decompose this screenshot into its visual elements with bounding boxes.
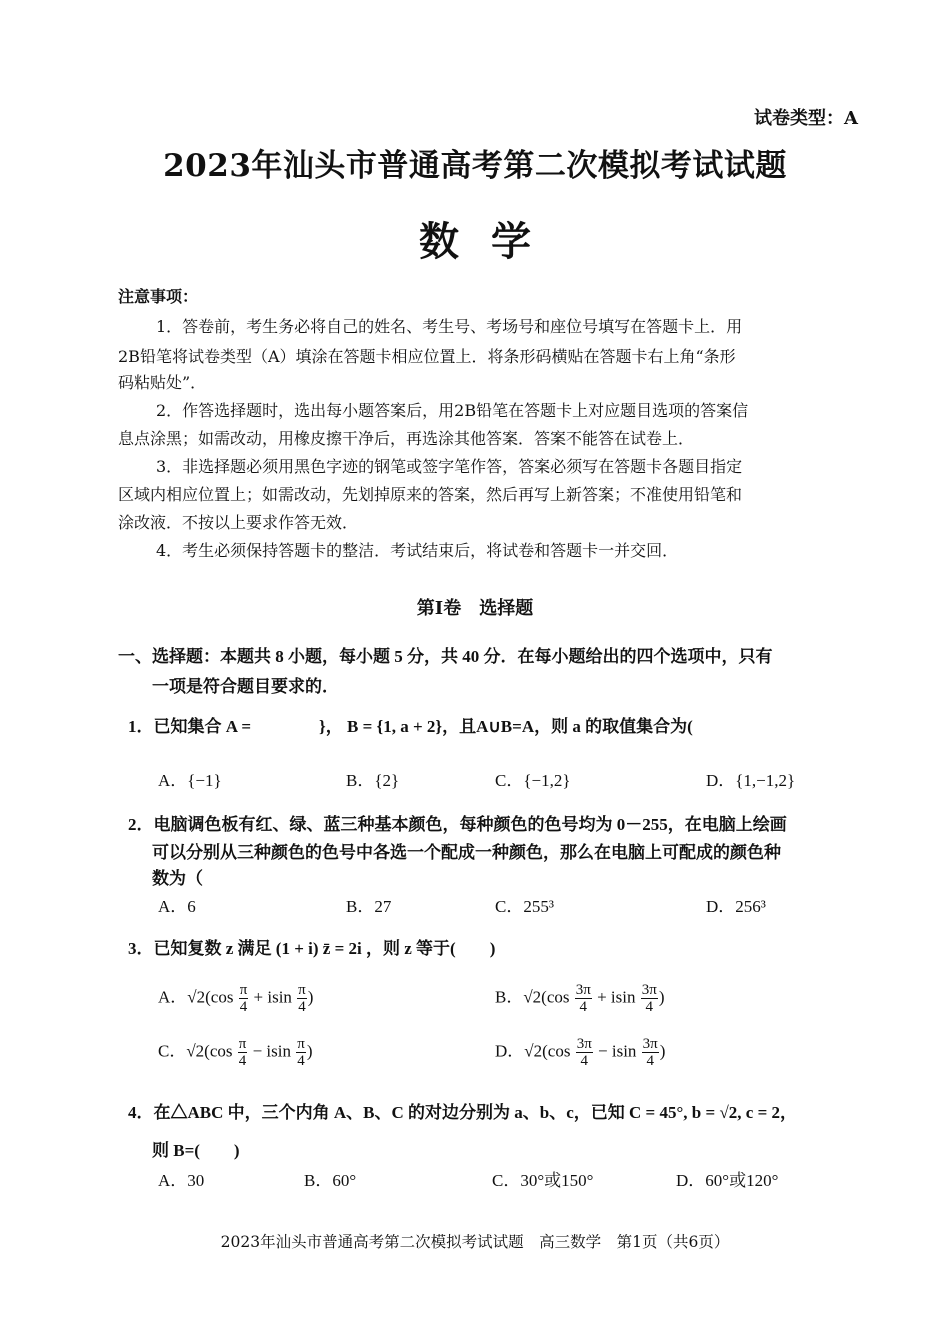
q4-option-a: A．30 [158, 1171, 205, 1190]
fraction [576, 1036, 593, 1069]
denominator: 4 [298, 999, 306, 1015]
math-close: ) [307, 987, 314, 1007]
math-sqrt-cos: √2(cos [524, 1041, 571, 1061]
denominator: 4 [580, 1053, 588, 1069]
notice-line: 2B铅笔将试卷类型（A）填涂在答题卡相应位置上．将条形码横贴在答题卡右上角“条形 [118, 347, 736, 366]
numerator: 3π [642, 1036, 658, 1052]
q1-option-b: B．{2} [346, 771, 400, 790]
fraction [575, 982, 592, 1015]
q1-option-d: D．{1,−1,2} [706, 771, 796, 790]
paper-type-label: 试卷类型：A [754, 108, 858, 129]
option-label: C． [158, 1041, 187, 1061]
question-4-line: 则 B=( ) [152, 1141, 240, 1160]
notice-line: 涂改液．不按以上要求作答无效． [118, 513, 359, 532]
q3-option-d [495, 1036, 665, 1069]
math-isin: + isin [597, 987, 636, 1007]
fraction [238, 1036, 248, 1069]
notice-line: 息点涂黑；如需改动，用橡皮擦干净后，再选涂其他答案．答案不能答在试卷上． [118, 429, 695, 448]
numerator: π [238, 1036, 247, 1052]
section-instruction: 一项是符合题目要求的． [152, 677, 339, 696]
question-3-stem: 3．已知复数 z 满足 (1 + i) z̄ = 2i ，则 z 等于( ) [128, 939, 496, 958]
page-footer: 2023年汕头市普通高考第二次模拟考试试题 高三数学 第1页（共6页） [220, 1233, 730, 1251]
fraction [641, 982, 658, 1015]
math-isin: − isin [598, 1041, 637, 1061]
numerator: π [297, 1036, 305, 1052]
notice-line: 3．非选择题必须用黑色字迹的钢笔或签字笔作答，答案必须写在答题卡各题目指定 [156, 457, 743, 476]
part-heading: 第Ⅰ卷 选择题 [416, 598, 534, 619]
question-2-line: 可以分别从三种颜色的色号中各选一个配成一种颜色，那么在电脑上可配成的颜色种 [152, 843, 781, 862]
question-4-line: 4．在△ABC 中，三个内角 A、B、C 的对边分别为 a、b、c，已知 C = 45°, b = √2, c = 2， [128, 1103, 798, 1122]
q1-option-a: A．{−1} [158, 771, 222, 790]
q4-option-c: C．30°或150° [492, 1171, 594, 1190]
q4-option-b: B．60° [304, 1171, 357, 1190]
q2-option-b: B．27 [346, 897, 392, 916]
option-label: B． [495, 987, 524, 1007]
q2-option-a: A．6 [158, 897, 196, 916]
math-close: ) [306, 1041, 313, 1061]
notice-line: 2．作答选择题时，选出每小题答案后，用2B铅笔在答题卡上对应题目选项的答案信 [156, 401, 749, 420]
numerator: π [298, 982, 306, 998]
denominator: 4 [239, 999, 248, 1015]
numerator: 3π [641, 982, 657, 998]
exam-title: 2023年汕头市普通高考第二次模拟考试试题 [163, 148, 787, 184]
fraction [642, 1036, 659, 1069]
q3-option-b [495, 982, 664, 1015]
notice-line: 码粘贴处”． [118, 373, 207, 392]
option-label: A． [158, 987, 188, 1007]
math-isin: + isin [253, 987, 292, 1007]
denominator: 4 [646, 1053, 654, 1069]
section-instruction: 一、选择题：本题共 8 小题，每小题 5 分，共 40 分．在每小题给出的四个选项中，只有 [118, 647, 773, 666]
q4-option-d: D．60°或120° [676, 1171, 779, 1190]
math-isin: − isin [252, 1041, 291, 1061]
fraction [239, 982, 249, 1015]
denominator: 4 [238, 1053, 247, 1069]
math-sqrt-cos: √2(cos [523, 987, 570, 1007]
math-sqrt-cos: √2(cos [187, 987, 234, 1007]
notice-line: 1．答卷前，考生务必将自己的姓名、考生号、考场号和座位号填写在答题卡上．用 [156, 317, 743, 336]
math-close: ) [658, 987, 665, 1007]
q2-option-d: D．256³ [706, 897, 766, 916]
numerator: π [239, 982, 248, 998]
denominator: 4 [297, 1053, 305, 1069]
fraction [297, 982, 307, 1015]
math-close: ) [659, 1041, 666, 1061]
notice-line: 4．考生必须保持答题卡的整洁．考试结束后，将试卷和答题卡一并交回． [156, 541, 679, 560]
notice-heading: 注意事项： [118, 287, 199, 306]
question-2-line: 2．电脑调色板有红、绿、蓝三种基本颜色，每种颜色的色号均为 0－255，在电脑上绘画 [128, 815, 787, 834]
math-sqrt-cos: √2(cos [186, 1041, 233, 1061]
subject-title: 数学 [419, 218, 563, 265]
fraction [296, 1036, 306, 1069]
option-label: D． [495, 1041, 525, 1061]
q2-option-c: C．255³ [495, 897, 554, 916]
question-2-line: 数为（ [152, 869, 203, 888]
q1-option-c: C．{−1,2} [495, 771, 571, 790]
numerator: 3π [576, 1036, 592, 1052]
denominator: 4 [579, 999, 588, 1015]
q3-option-c [158, 1036, 312, 1069]
q3-option-a [158, 982, 313, 1015]
numerator: 3π [575, 982, 591, 998]
denominator: 4 [645, 999, 654, 1015]
question-1-stem: 1．已知集合 A = }， B = {1, a + 2}，且A∪B=A，则 a 的取值集合为( [128, 717, 693, 736]
notice-line: 区域内相应位置上；如需改动，先划掉原来的答案，然后再写上新答案；不准使用铅笔和 [118, 485, 743, 504]
